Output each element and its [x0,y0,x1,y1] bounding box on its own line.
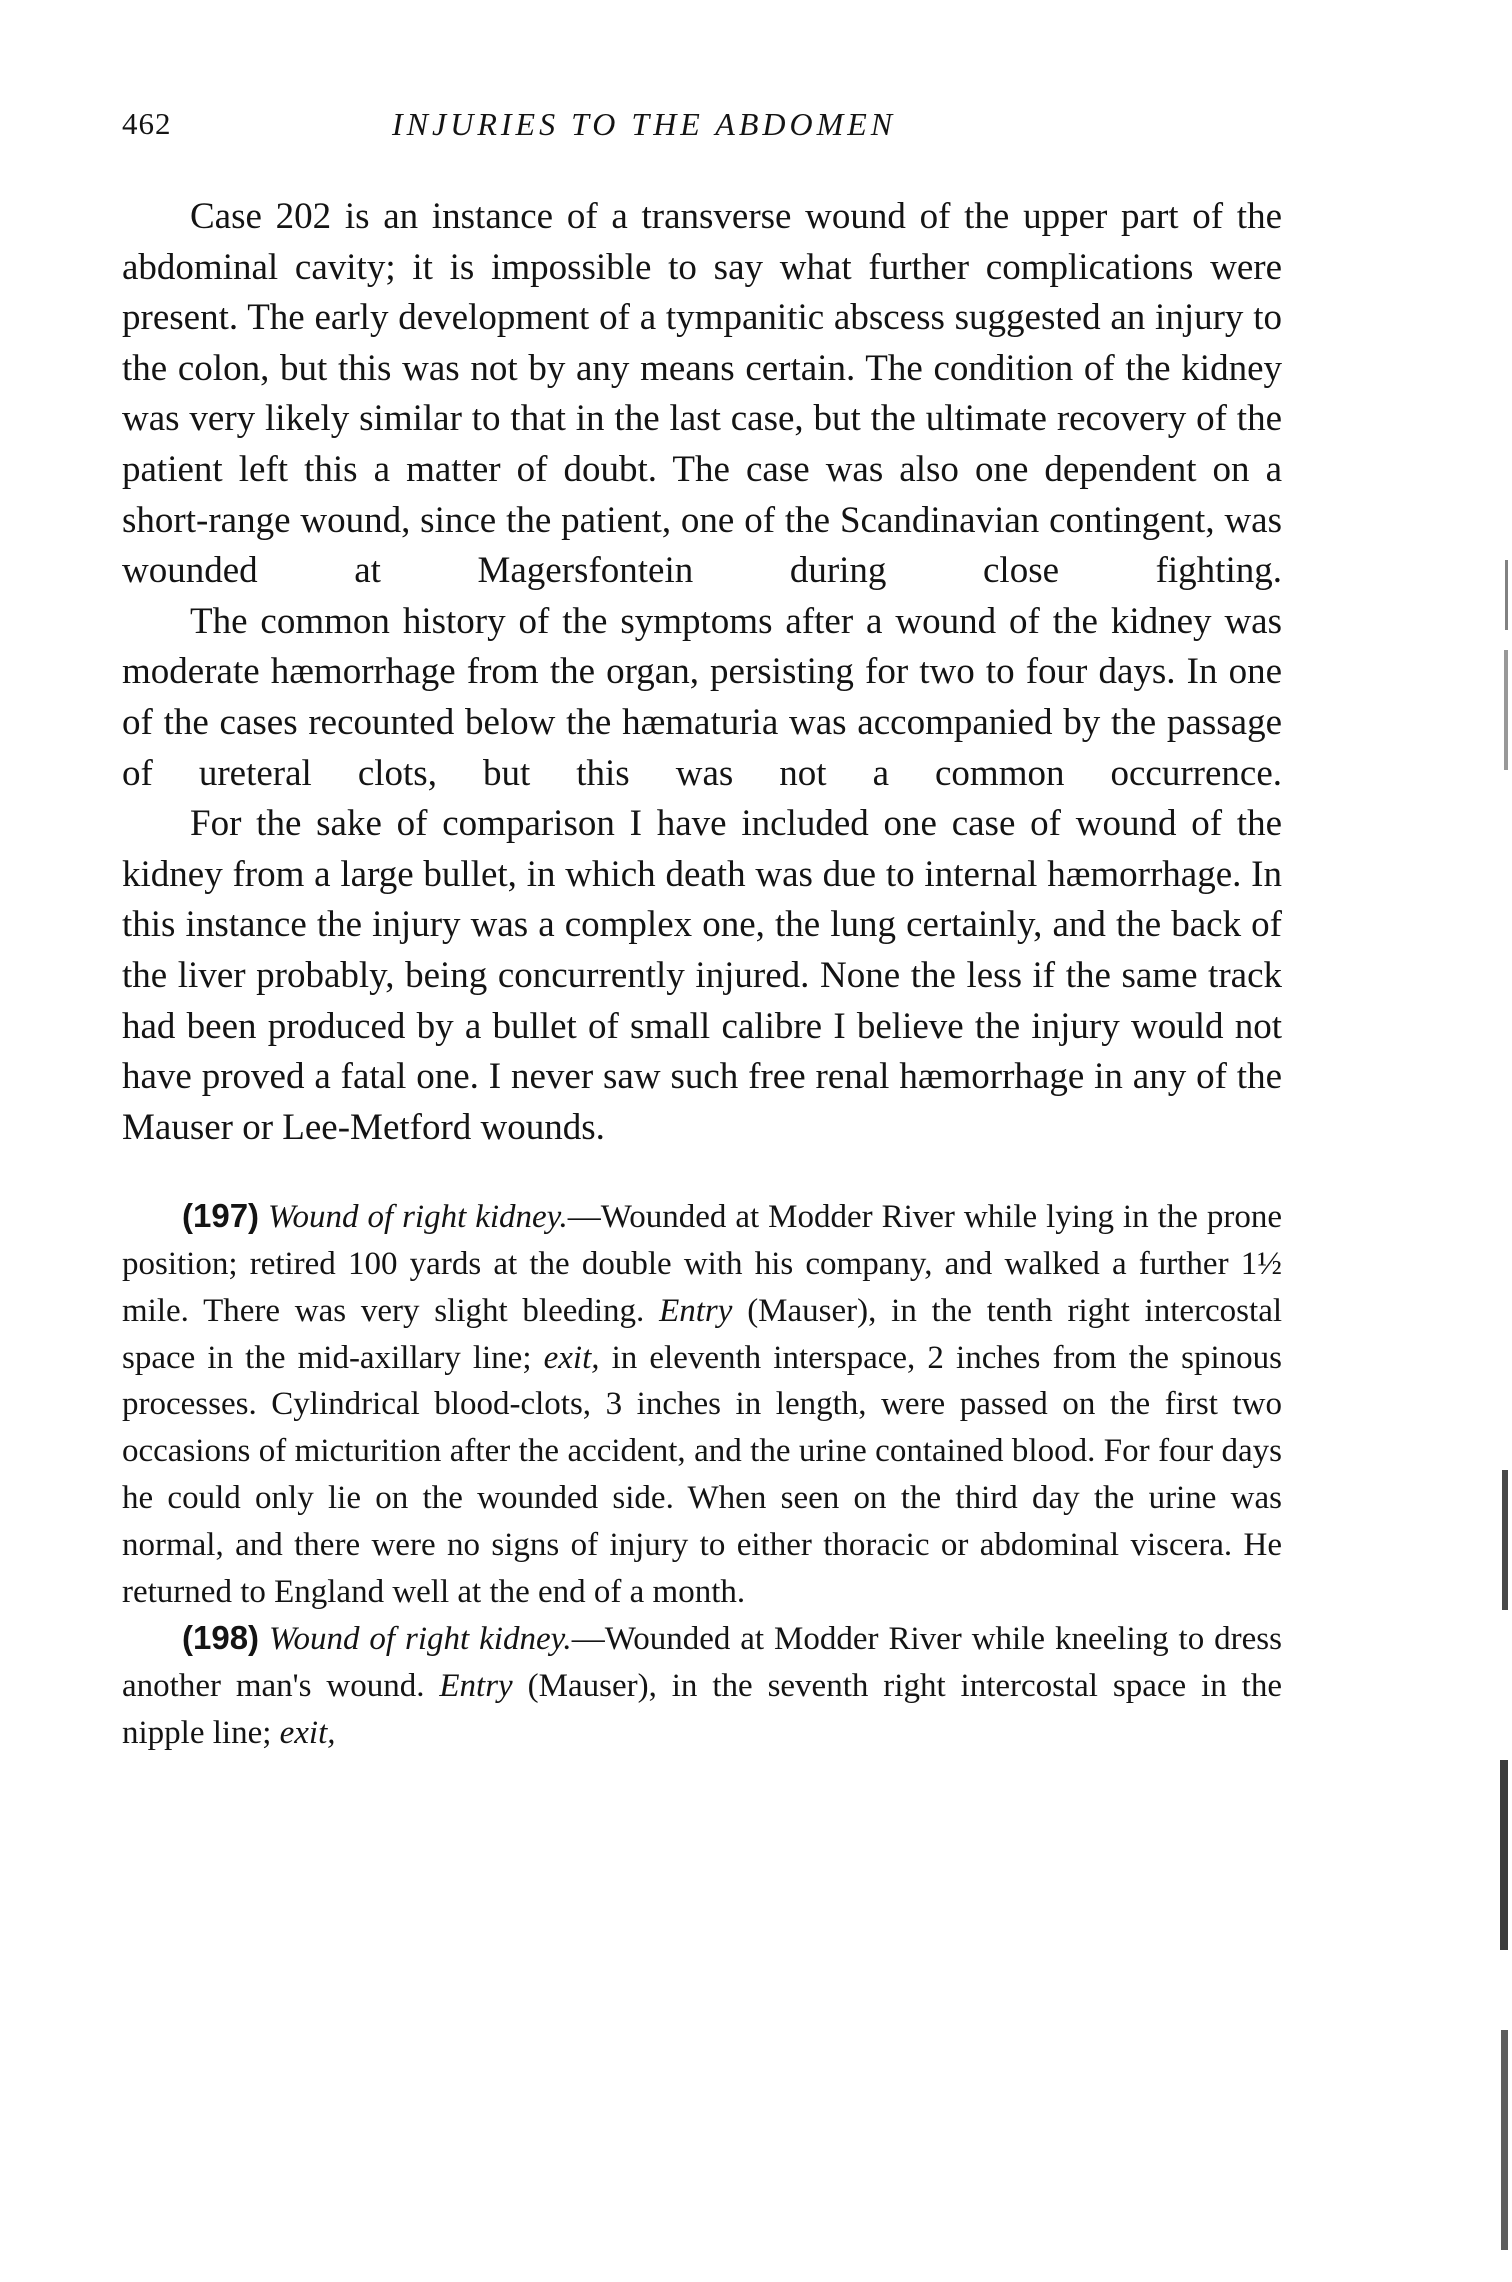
case-197 [122,1193,1282,1615]
paragraph-case-202: Case 202 is an instance of a transverse wound of the upper part of the abdominal cavity; it is impossible to say what further complications were present. The early development of a tympanitic abscess suggested an injury to the colon, but this was not by any means certain. The condition of the kidney was very likely similar to that in the last case, but the ultimate recovery of the patient left this a matter of doubt. The case was also one dependent on a short-range wound, since the patient, one of the Scandinavian contingent, was wounded at Magersfontein during close fighting. [122,196,1282,592]
case-number: (198) [182,1619,260,1657]
entry-label: Entry [659,1292,733,1329]
running-title: INJURIES TO THE ABDOMEN [392,106,897,142]
scan-edge-mark [1505,560,1508,630]
case-title: Wound of right kidney. [268,1199,568,1236]
case-text: —Wounded at Modder River while lying in the prone position; retired 100 yards at the double with his company, and walked a further 1½ mile. There was very slight bleeding. [122,1199,1282,1329]
paragraph-comparison: For the sake of comparison I have included one case of wound of the kidney from a large bullet, in which death was due to internal hæmorrhage. In this instance the injury was a complex one, the lung certainly, and the back of the liver probably, being concurrently injured. None the less if the same track had been produced by a bullet of small calibre I believe the injury would not have proved a fatal one. I never saw such free renal hæmorrhage in any of the Mauser or Lee-Metford wounds. [122,803,1282,1148]
scan-edge-mark [1500,1760,1508,1950]
body-text [122,192,1282,1757]
exit-label: exit, [279,1715,336,1752]
paragraph-symptoms-history: The common history of the symptoms after a wound of the kidney was moderate hæmorrhage from the organ, persisting for two to four days. In one of the cases recounted below the hæmaturia was accompanied by the passage of ureteral clots, but this was not a common occurrence. [122,600,1282,794]
case-text: —Wounded at Modder River while kneeling to dress another man's wound. [122,1621,1282,1705]
case-text: in eleventh interspace, 2 inches from the spinous processes. Cylindrical blood-clots, 3 inches in length, were passed on the first two occasions of micturition after the accident, and the urine contained blood. For four days he could only lie on the wounded side. When seen on the third day the urine was normal, and there were no signs of injury to either thoracic or abdominal viscera. He returned to England well at the end of a month. [122,1339,1282,1610]
case-number: (197) [182,1197,260,1235]
page-header [122,106,1282,154]
scan-edge-shadow [1486,0,1512,2282]
section-gap [122,1153,1282,1193]
exit-label: exit, [543,1339,600,1376]
scan-edge-mark [1502,1470,1508,1610]
case-title: Wound of right kidney. [269,1621,572,1658]
page-number: 462 [122,106,172,141]
case-text: (Mauser), in the tenth right intercostal space in the mid-axillary line; [122,1292,1283,1376]
case-198 [122,1615,1282,1756]
case-text: (Mauser), in the seventh right intercostal space in the nipple line; [122,1668,1282,1752]
scan-edge-mark [1504,650,1508,770]
scan-edge-mark [1501,2030,1508,2250]
entry-label: Entry [439,1668,513,1705]
